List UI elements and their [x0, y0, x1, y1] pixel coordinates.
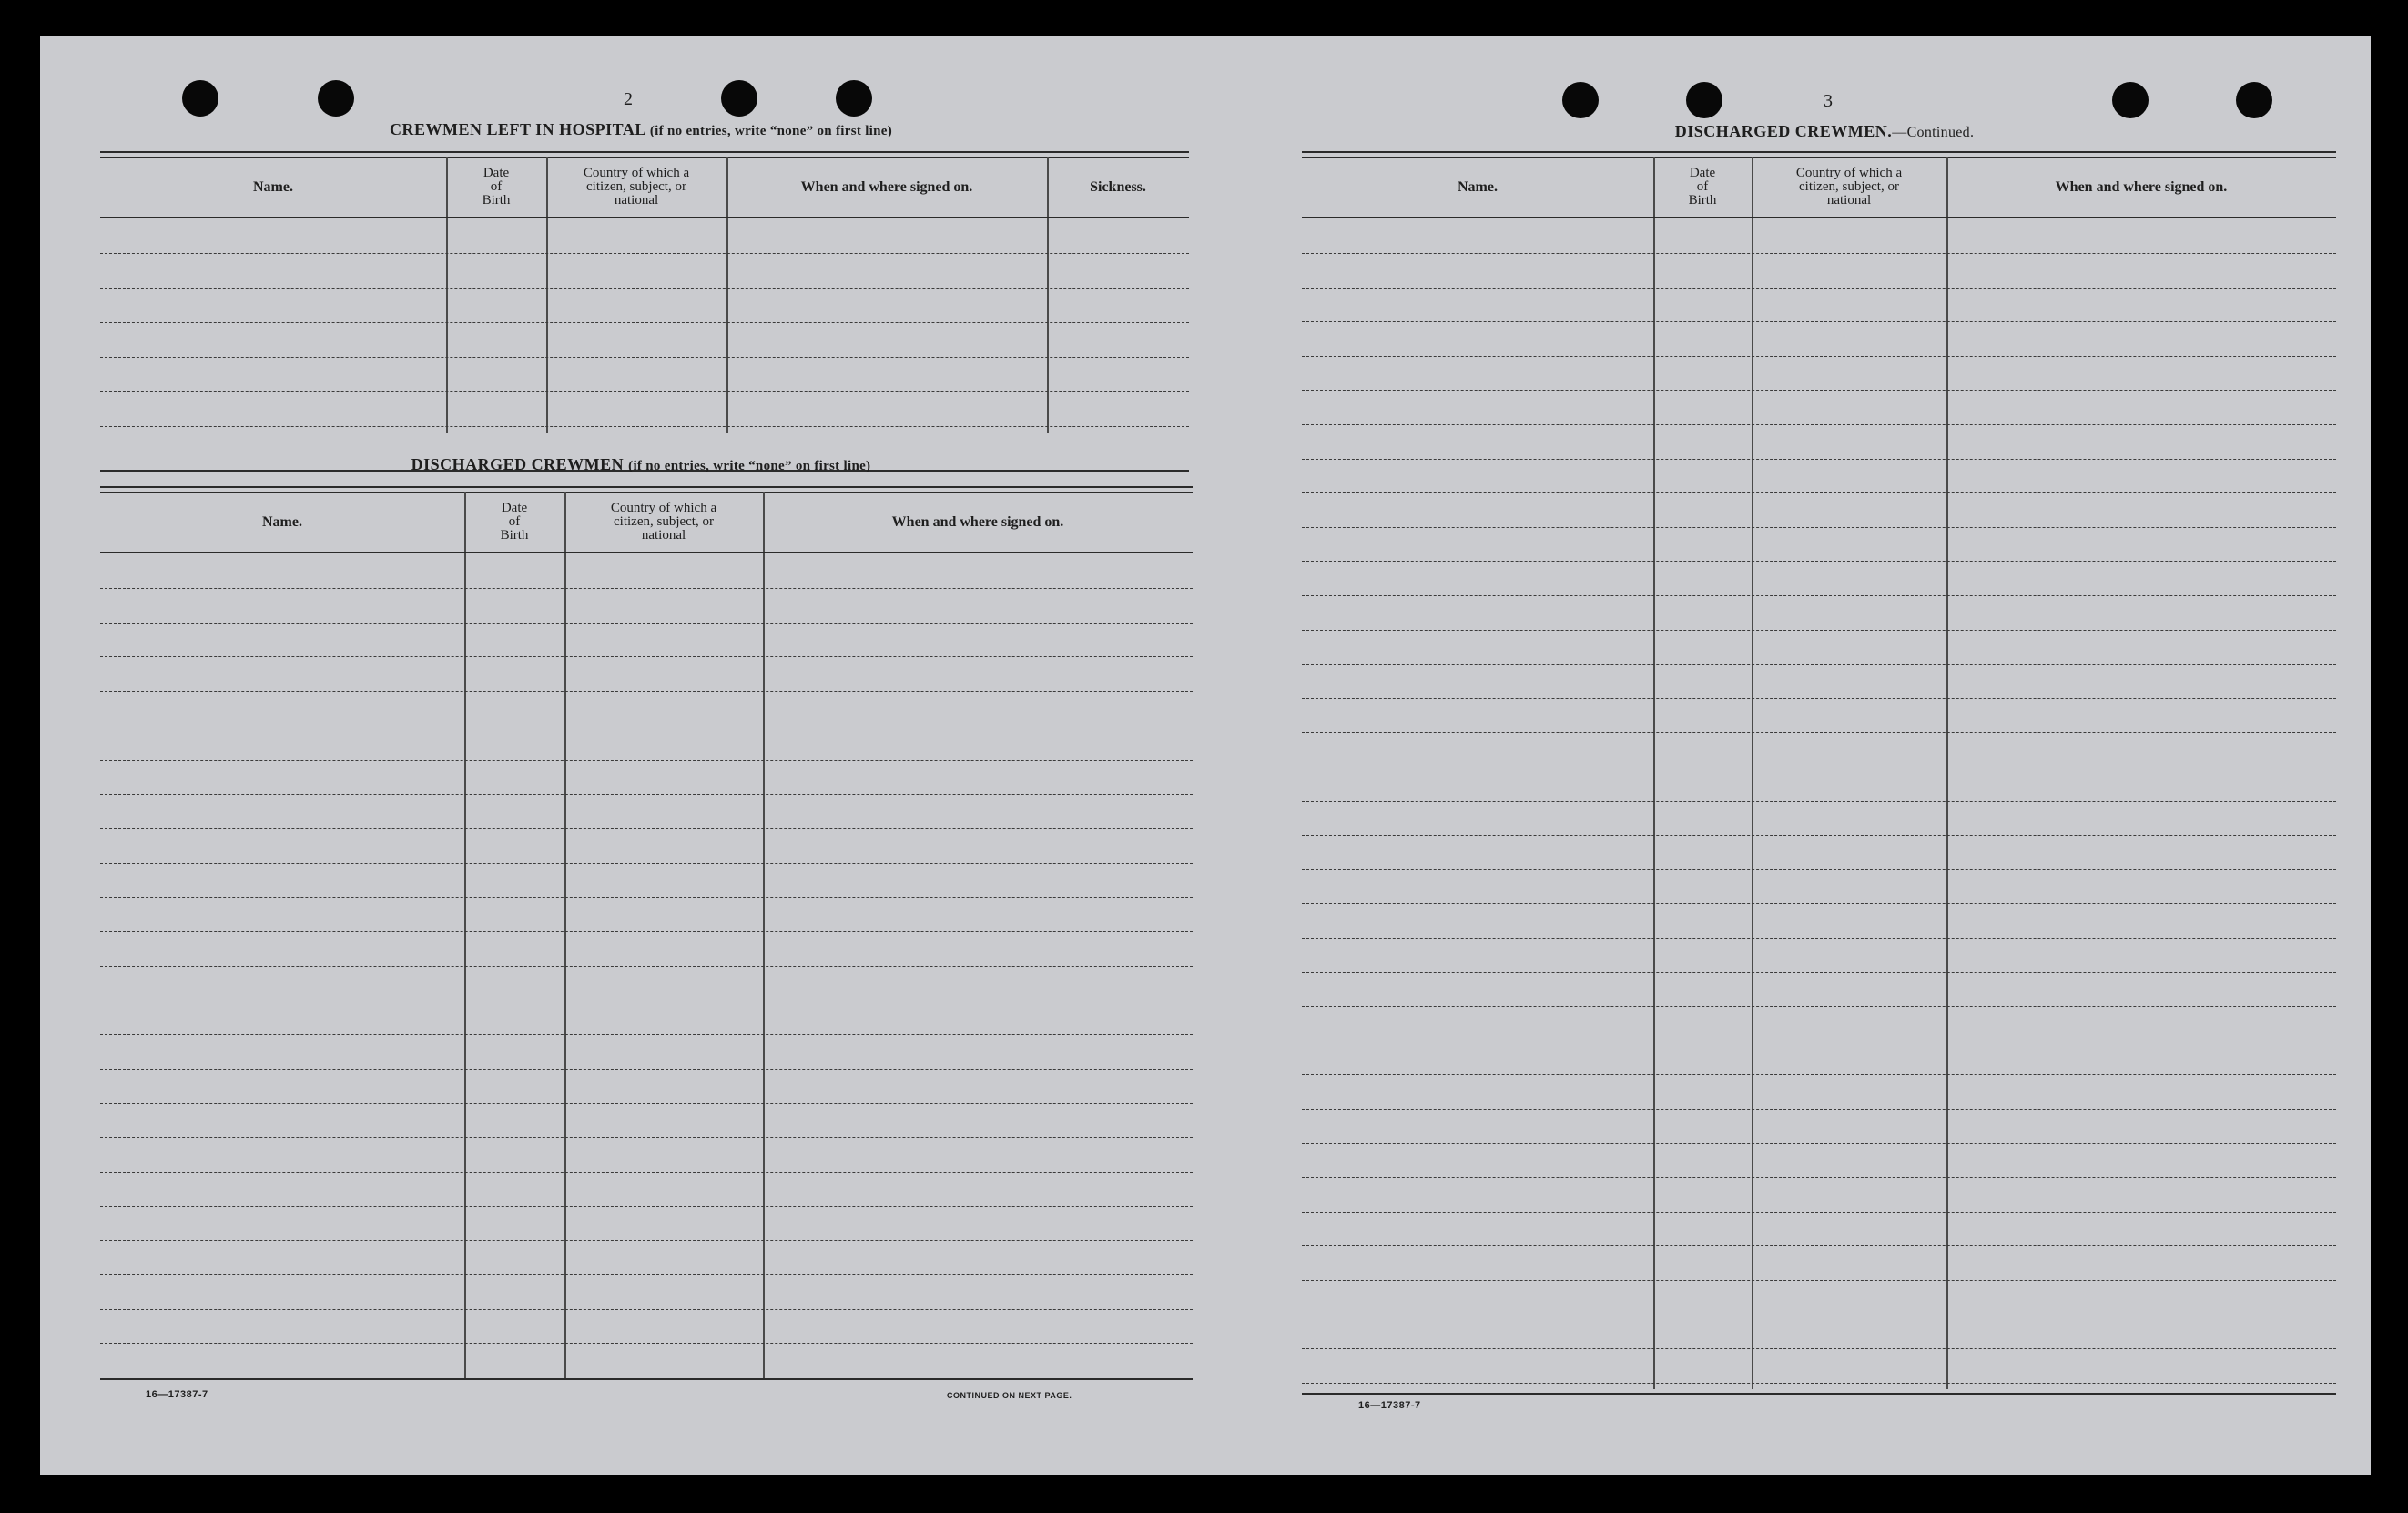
- entry-line: [1302, 732, 2336, 733]
- header-underline: [100, 552, 1193, 553]
- entry-line: [1302, 390, 2336, 391]
- hospital-title-text: CREWMEN LEFT IN HOSPITAL: [389, 120, 645, 138]
- discharged-title-instruction: (if no entries, write “none” on first line): [628, 459, 871, 473]
- punch-hole-icon: [318, 80, 354, 117]
- entry-line: [100, 897, 1193, 898]
- hospital-title-instruction: (if no entries, write “none” on first line): [649, 124, 893, 138]
- punch-hole-icon: [1686, 82, 1722, 118]
- punch-hole-icon: [721, 80, 757, 117]
- entry-line: [100, 588, 1193, 589]
- ledger-sheet: [40, 36, 2371, 1475]
- entry-line: [1302, 424, 2336, 425]
- column-divider: [763, 492, 765, 1378]
- left-page: [40, 36, 1242, 1475]
- entry-line: [1302, 1074, 2336, 1075]
- entry-line: [100, 1103, 1193, 1104]
- column-divider: [464, 492, 466, 1378]
- discharged-table: [100, 486, 1193, 1378]
- entry-line: [1302, 253, 2336, 254]
- entry-line: [100, 1137, 1193, 1138]
- entry-line: [100, 357, 1189, 358]
- entry-line: [1302, 1245, 2336, 1246]
- entry-line: [100, 828, 1193, 829]
- column-header-when-where-signed: When and where signed on.: [800, 178, 973, 195]
- continued-note: CONTINUED ON NEXT PAGE.: [947, 1391, 1072, 1400]
- column-header-when-where-signed: When and where signed on.: [891, 513, 1064, 530]
- column-header-date-of-birth: Date of Birth: [1688, 165, 1717, 208]
- discharged-section-title: [231, 455, 1051, 474]
- entry-line: [100, 966, 1193, 967]
- entry-line: [100, 426, 1189, 427]
- hospital-section-title: [231, 120, 1051, 139]
- column-header-date-of-birth: Date of Birth: [500, 500, 529, 543]
- column-header-sickness: Sickness.: [1090, 178, 1146, 195]
- entry-line: [100, 1343, 1193, 1344]
- column-divider: [1752, 157, 1753, 1389]
- column-divider: [1946, 157, 1948, 1389]
- entry-line: [100, 691, 1193, 692]
- entry-line: [1302, 1177, 2336, 1178]
- entry-line: [100, 623, 1193, 624]
- entry-line: [1302, 698, 2336, 699]
- column-header-name: Name.: [1458, 178, 1498, 195]
- entry-line: [100, 1034, 1193, 1035]
- entry-line: [1302, 938, 2336, 939]
- entry-line: [100, 1172, 1193, 1173]
- entry-line: [100, 794, 1193, 795]
- entry-line: [1302, 527, 2336, 528]
- entry-line: [1302, 869, 2336, 870]
- punch-hole-icon: [1562, 82, 1599, 118]
- entry-line: [100, 1274, 1193, 1275]
- entry-line: [1302, 1212, 2336, 1213]
- entry-line: [100, 760, 1193, 761]
- entry-line: [1302, 1383, 2336, 1384]
- hospital-table: [100, 151, 1189, 470]
- entry-line: [1302, 801, 2336, 802]
- entry-line: [100, 656, 1193, 657]
- entry-line: [1302, 664, 2336, 665]
- entry-line: [1302, 356, 2336, 357]
- punch-hole-icon: [2112, 82, 2149, 118]
- entry-line: [1302, 1006, 2336, 1007]
- column-header-when-where-signed: When and where signed on.: [2055, 178, 2228, 195]
- entry-line: [1302, 561, 2336, 562]
- entry-line: [100, 322, 1189, 323]
- entry-line: [1302, 459, 2336, 460]
- column-header-name: Name.: [253, 178, 293, 195]
- column-header-country: Country of which a citizen, subject, or national: [583, 165, 690, 208]
- page-number: 2: [624, 89, 633, 109]
- entry-line: [1302, 288, 2336, 289]
- entry-line: [100, 1309, 1193, 1310]
- entry-line: [1302, 835, 2336, 836]
- page-number: 3: [1824, 91, 1833, 111]
- entry-line: [1302, 1143, 2336, 1144]
- entry-line: [1302, 492, 2336, 493]
- discharged-continued-suffix: —Continued.: [1892, 125, 1975, 140]
- table-top-rule: [100, 151, 1189, 158]
- form-code: 16—17387-7: [146, 1389, 208, 1400]
- entry-line: [100, 863, 1193, 864]
- discharged-continued-title-text: DISCHARGED CREWMEN.: [1674, 122, 1893, 140]
- entry-line: [100, 391, 1189, 392]
- entry-line: [1302, 595, 2336, 596]
- punch-hole-icon: [2236, 82, 2272, 118]
- column-header-country: Country of which a citizen, subject, or national: [1795, 165, 1903, 208]
- entry-line: [100, 1069, 1193, 1070]
- entry-line: [1302, 903, 2336, 904]
- table-top-rule: [1302, 151, 2336, 158]
- discharged-continued-title: [1424, 122, 2225, 141]
- table-top-rule: [100, 486, 1193, 493]
- column-divider: [1653, 157, 1655, 1389]
- column-header-country: Country of which a citizen, subject, or national: [610, 500, 717, 543]
- entry-line: [1302, 972, 2336, 973]
- entry-line: [1302, 1280, 2336, 1281]
- header-underline: [100, 217, 1189, 218]
- table-bottom-rule: [1302, 1393, 2336, 1395]
- discharged-continued-table: [1302, 151, 2336, 1393]
- header-underline: [1302, 217, 2336, 218]
- entry-line: [1302, 1109, 2336, 1110]
- punch-hole-icon: [836, 80, 872, 117]
- entry-line: [100, 288, 1189, 289]
- entry-line: [100, 931, 1193, 932]
- entry-line: [1302, 321, 2336, 322]
- entry-line: [1302, 630, 2336, 631]
- column-divider: [564, 492, 566, 1378]
- entry-line: [100, 1240, 1193, 1241]
- column-header-name: Name.: [262, 513, 302, 530]
- entry-line: [100, 253, 1189, 254]
- column-header-date-of-birth: Date of Birth: [482, 165, 511, 208]
- table-bottom-rule: [100, 1378, 1193, 1380]
- punch-hole-icon: [182, 80, 218, 117]
- form-code: 16—17387-7: [1358, 1400, 1421, 1411]
- entry-line: [100, 1206, 1193, 1207]
- right-page: [1242, 36, 2371, 1475]
- entry-line: [1302, 1348, 2336, 1349]
- discharged-title-text: DISCHARGED CREWMEN: [411, 455, 625, 473]
